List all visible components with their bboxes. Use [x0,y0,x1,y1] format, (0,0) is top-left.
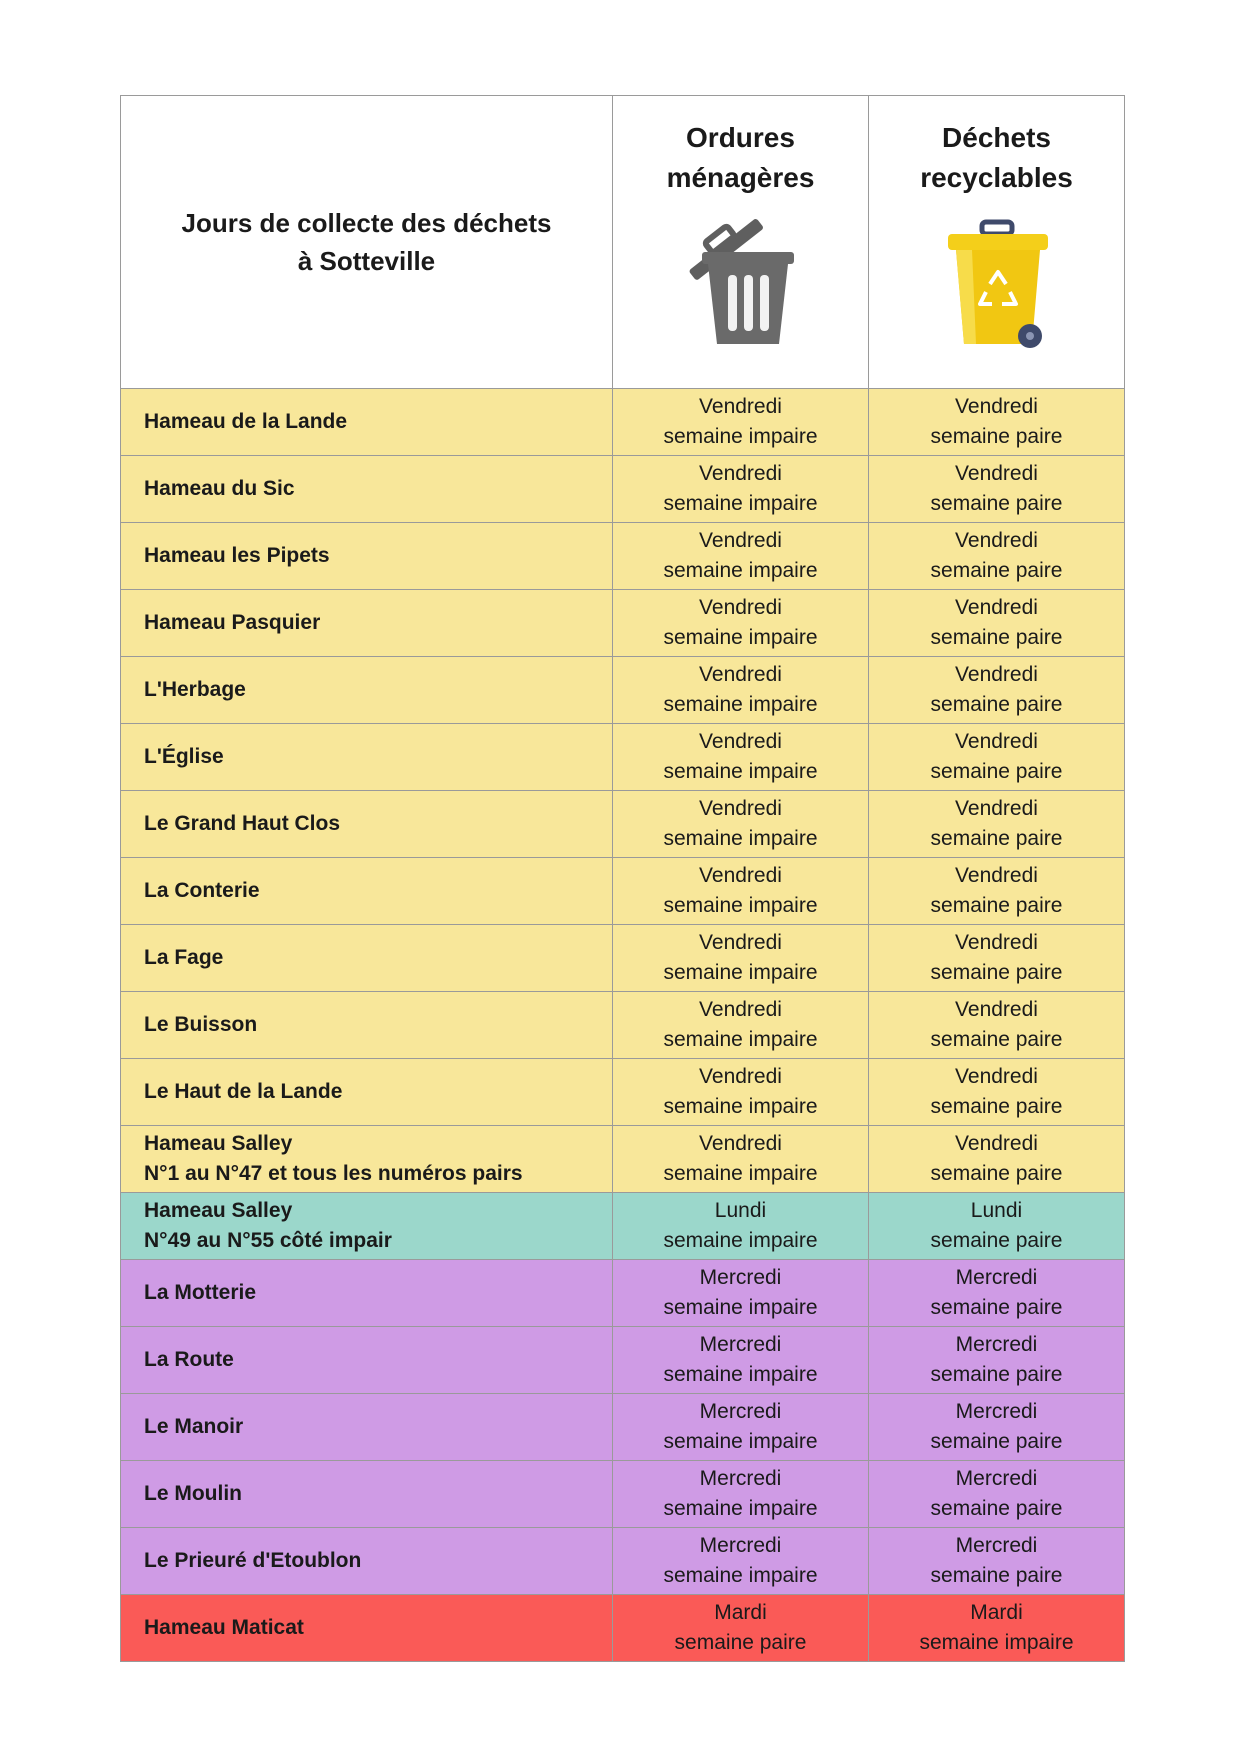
recyclables-week: semaine paire [930,1497,1063,1520]
recyclables-schedule-cell [869,858,1125,925]
table-row [121,925,1125,992]
recyclables-day: Vendredi [955,797,1038,820]
ordures-day: Mercredi [699,1534,782,1557]
recyclables-week: semaine paire [930,760,1063,783]
ordures-header-label [613,118,868,198]
place-cell [121,992,613,1059]
table-row [121,657,1125,724]
place-cell [121,1193,613,1260]
ordures-day: Mercredi [699,1333,782,1356]
place-name: Le Grand Haut Clos [144,812,341,835]
ordures-day: Vendredi [699,864,782,887]
recyclables-week: semaine paire [930,894,1063,917]
recyclables-day: Mardi [970,1601,1023,1624]
recyclables-day: Vendredi [955,1065,1038,1088]
table-title-line2: à Sotteville [297,246,436,276]
recycling-bin-icon [932,212,1062,357]
recyclables-schedule-cell [869,1327,1125,1394]
ordures-schedule-cell [613,389,869,456]
recyclables-week: semaine paire [930,1162,1063,1185]
recyclables-week: semaine paire [930,559,1063,582]
ordures-week: semaine impaire [663,827,818,850]
recyclables-day: Vendredi [955,663,1038,686]
place-cell [121,1260,613,1327]
recyclables-day: Vendredi [955,730,1038,753]
recyclables-day: Vendredi [955,1132,1038,1155]
collection-schedule-table [120,95,1125,1662]
ordures-day: Lundi [714,1199,767,1222]
ordures-schedule-cell [613,1595,869,1662]
recyclables-header-label [869,118,1124,198]
ordures-schedule-cell [613,1327,869,1394]
place-cell [121,791,613,858]
place-cell [121,456,613,523]
recyclables-schedule-cell [869,389,1125,456]
column-header-ordures [613,96,869,389]
place-name: La Motterie [144,1281,257,1304]
table-row [121,1260,1125,1327]
place-cell [121,523,613,590]
recyclables-week: semaine paire [930,1430,1063,1453]
ordures-day: Vendredi [699,730,782,753]
ordures-day: Vendredi [699,931,782,954]
place-detail: N°49 au N°55 côté impair [144,1229,392,1252]
recyclables-schedule-cell [869,925,1125,992]
recyclables-schedule-cell [869,1528,1125,1595]
ordures-schedule-cell [613,523,869,590]
place-name: La Conterie [144,879,260,902]
table-row [121,523,1125,590]
ordures-schedule-cell [613,1059,869,1126]
ordures-day: Mardi [714,1601,767,1624]
ordures-schedule-cell [613,1528,869,1595]
place-cell [121,1327,613,1394]
ordures-day: Vendredi [699,395,782,418]
place-cell [121,657,613,724]
table-row [121,1394,1125,1461]
recyclables-week: semaine paire [930,1363,1063,1386]
header-row [121,96,1125,389]
ordures-week: semaine impaire [663,1296,818,1319]
place-name: Hameau de la Lande [144,410,348,433]
table-row [121,456,1125,523]
recyclables-week: semaine paire [930,827,1063,850]
table-row [121,724,1125,791]
recyclables-schedule-cell [869,523,1125,590]
ordures-schedule-cell [613,858,869,925]
recyclables-day: Vendredi [955,596,1038,619]
ordures-day: Vendredi [699,1065,782,1088]
place-name: Le Moulin [144,1482,242,1505]
ordures-schedule-cell [613,1126,869,1193]
recyclables-week: semaine paire [930,693,1063,716]
recyclables-day: Mercredi [955,1534,1038,1557]
place-cell [121,1461,613,1528]
ordures-week: semaine impaire [663,492,818,515]
place-cell [121,925,613,992]
recyclables-schedule-cell [869,791,1125,858]
table-row [121,1595,1125,1662]
place-name: Hameau Salley [144,1132,293,1155]
ordures-day: Mercredi [699,1467,782,1490]
ordures-schedule-cell [613,1260,869,1327]
ordures-week: semaine impaire [663,1497,818,1520]
recyclables-schedule-cell [869,657,1125,724]
recyclables-day: Vendredi [955,931,1038,954]
ordures-week: semaine impaire [663,626,818,649]
recyclables-day: Vendredi [955,462,1038,485]
place-cell [121,724,613,791]
column-header-recyclables [869,96,1125,389]
ordures-week: semaine impaire [663,1363,818,1386]
recyclables-schedule-cell [869,1595,1125,1662]
place-name: Hameau du Sic [144,477,295,500]
recyclables-week: semaine paire [930,492,1063,515]
place-name: L'Église [144,745,224,768]
ordures-week: semaine impaire [663,1229,818,1252]
table-row [121,1327,1125,1394]
table-row [121,389,1125,456]
recyclables-schedule-cell [869,1461,1125,1528]
table-row [121,1193,1125,1260]
ordures-schedule-cell [613,791,869,858]
ordures-day: Mercredi [699,1400,782,1423]
recyclables-day: Mercredi [955,1467,1038,1490]
ordures-day: Vendredi [699,1132,782,1155]
place-name: Le Haut de la Lande [144,1080,343,1103]
recyclables-day: Vendredi [955,529,1038,552]
ordures-schedule-cell [613,992,869,1059]
table-row [121,1461,1125,1528]
recyclables-schedule-cell [869,1059,1125,1126]
place-cell [121,389,613,456]
ordures-schedule-cell [613,1394,869,1461]
table-row [121,1126,1125,1193]
recyclables-day: Mercredi [955,1333,1038,1356]
ordures-schedule-cell [613,925,869,992]
ordures-day: Vendredi [699,663,782,686]
recyclables-week: semaine paire [930,1564,1063,1587]
ordures-day: Vendredi [699,998,782,1021]
table-title-line1: Jours de collecte des déchets [181,208,552,238]
recyclables-day: Vendredi [955,998,1038,1021]
ordures-week: semaine impaire [663,1095,818,1118]
table-row [121,992,1125,1059]
place-name: Le Prieuré d'Etoublon [144,1549,362,1572]
place-name: Hameau Maticat [144,1616,304,1639]
ordures-week: semaine impaire [663,1162,818,1185]
recyclables-day: Vendredi [955,864,1038,887]
ordures-schedule-cell [613,1461,869,1528]
place-name: Hameau les Pipets [144,544,330,567]
recyclables-header-line1: Déchets [942,122,1051,153]
recyclables-schedule-cell [869,1193,1125,1260]
recyclables-day: Lundi [970,1199,1023,1222]
table-row [121,791,1125,858]
table-title-cell [121,96,613,389]
ordures-week: semaine paire [674,1631,807,1654]
ordures-week: semaine impaire [663,961,818,984]
place-cell [121,858,613,925]
place-name: L'Herbage [144,678,246,701]
ordures-day: Vendredi [699,596,782,619]
ordures-week: semaine impaire [663,1028,818,1051]
trash-bin-icon [676,212,806,357]
place-cell [121,590,613,657]
ordures-schedule-cell [613,1193,869,1260]
place-detail: N°1 au N°47 et tous les numéros pairs [144,1162,523,1185]
recyclables-week: semaine paire [930,961,1063,984]
recyclables-day: Mercredi [955,1266,1038,1289]
recyclables-week: semaine impaire [919,1631,1074,1654]
ordures-schedule-cell [613,456,869,523]
place-cell [121,1595,613,1662]
recyclables-schedule-cell [869,1394,1125,1461]
place-cell [121,1126,613,1193]
ordures-week: semaine impaire [663,894,818,917]
ordures-week: semaine impaire [663,760,818,783]
ordures-schedule-cell [613,657,869,724]
place-name: Le Buisson [144,1013,258,1036]
table-row [121,1528,1125,1595]
ordures-day: Vendredi [699,797,782,820]
table-row [121,1059,1125,1126]
ordures-schedule-cell [613,590,869,657]
recyclables-week: semaine paire [930,1229,1063,1252]
recyclables-week: semaine paire [930,425,1063,448]
recyclables-schedule-cell [869,724,1125,791]
recyclables-header-line2: recyclables [920,162,1073,193]
schedule-rows [121,389,1125,1662]
recyclables-day: Mercredi [955,1400,1038,1423]
place-cell [121,1394,613,1461]
recyclables-week: semaine paire [930,1028,1063,1051]
recyclables-week: semaine paire [930,626,1063,649]
table-row [121,590,1125,657]
recyclables-schedule-cell [869,456,1125,523]
ordures-day: Vendredi [699,462,782,485]
recyclables-week: semaine paire [930,1095,1063,1118]
place-name: La Route [144,1348,234,1371]
ordures-week: semaine impaire [663,559,818,582]
place-name: La Fage [144,946,224,969]
ordures-schedule-cell [613,724,869,791]
ordures-day: Vendredi [699,529,782,552]
ordures-week: semaine impaire [663,1430,818,1453]
recyclables-schedule-cell [869,590,1125,657]
place-name: Hameau Salley [144,1199,293,1222]
recyclables-day: Vendredi [955,395,1038,418]
recyclables-week: semaine paire [930,1296,1063,1319]
place-name: Le Manoir [144,1415,244,1438]
ordures-week: semaine impaire [663,425,818,448]
ordures-week: semaine impaire [663,1564,818,1587]
recyclables-schedule-cell [869,992,1125,1059]
table-row [121,858,1125,925]
place-cell [121,1528,613,1595]
recyclables-schedule-cell [869,1260,1125,1327]
recyclables-schedule-cell [869,1126,1125,1193]
place-name: Hameau Pasquier [144,611,321,634]
place-cell [121,1059,613,1126]
ordures-day: Mercredi [699,1266,782,1289]
ordures-header-line1: Ordures [686,122,795,153]
ordures-week: semaine impaire [663,693,818,716]
ordures-header-line2: ménagères [666,162,815,193]
